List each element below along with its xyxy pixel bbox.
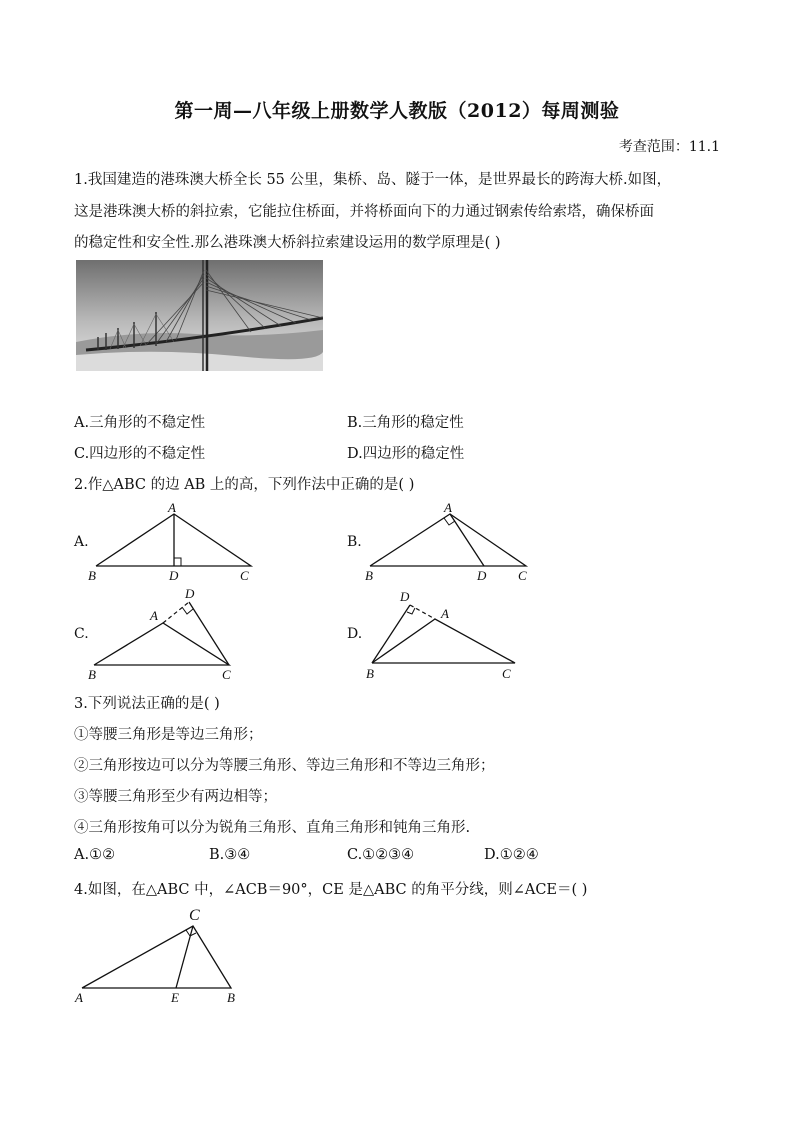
q2a-label-a: A — [168, 500, 176, 515]
q3-statement-2: ②三角形按边可以分为等腰三角形、等边三角形和不等边三角形； — [74, 758, 495, 774]
q3-option-c[interactable]: C.①②③④ — [347, 847, 415, 863]
q2b-label-a: A — [444, 500, 452, 515]
q4-label-b: B — [227, 990, 235, 1005]
q2c-label-d: D — [185, 586, 195, 601]
q2-option-a-label[interactable]: A. — [74, 534, 89, 550]
q2b-label-c: C — [518, 568, 527, 583]
q2b-label-b: B — [365, 568, 373, 583]
bridge-photo — [76, 260, 323, 371]
q2-stem: 2.作△ABC 的边 AB 上的高，下列作法中正确的是( ) — [74, 477, 415, 493]
q2a-label-b: B — [88, 568, 96, 583]
q2a-label-d: D — [169, 568, 179, 583]
q2-option-c-label[interactable]: C. — [74, 626, 89, 642]
q3-option-a[interactable]: A.①② — [74, 847, 116, 863]
q2-figure-b — [360, 498, 540, 586]
q2-figure-d — [360, 585, 530, 685]
q4-stem: 4.如图，在△ABC 中，∠ACB＝90°，CE 是△ABC 的角平分线，则∠ACE＝( ) — [74, 882, 588, 898]
q3-statement-3: ③等腰三角形至少有两边相等； — [74, 789, 277, 805]
q2-option-b-label[interactable]: B. — [347, 534, 362, 550]
exam-scope: 考查范围：11.1 — [618, 139, 720, 155]
q2c-label-a: A — [150, 608, 158, 623]
q1-option-a[interactable]: A.三角形的不稳定性 — [74, 415, 206, 431]
q3-option-b[interactable]: B.③④ — [209, 847, 251, 863]
page-title: 第一周—八年级上册数学人教版（2012）每周测验 — [174, 100, 620, 122]
q1-line-1: 1.我国建造的港珠澳大桥全长 55 公里，集桥、岛、隧于一体，是世界最长的跨海大桥.如图， — [74, 172, 672, 188]
q2c-label-c: C — [222, 667, 231, 682]
q1-option-d[interactable]: D.四边形的稳定性 — [347, 446, 465, 462]
q4-label-a: A — [75, 990, 83, 1005]
q2-figure-c — [86, 585, 246, 685]
q2d-label-b: B — [366, 666, 374, 681]
q2a-label-c: C — [240, 568, 249, 583]
q3-statement-4: ④三角形按角可以分为锐角三角形、直角三角形和钝角三角形. — [74, 820, 471, 836]
q3-statement-1: ①等腰三角形是等边三角形； — [74, 727, 263, 743]
q4-label-e: E — [171, 990, 179, 1005]
q2-figure-a — [86, 498, 266, 586]
q3-stem: 3.下列说法正确的是( ) — [74, 696, 220, 712]
q2c-label-b: B — [88, 667, 96, 682]
q2-option-d-label[interactable]: D. — [347, 626, 363, 642]
q2d-label-c: C — [502, 666, 511, 681]
q4-label-c: C — [189, 907, 200, 924]
q3-option-d[interactable]: D.①②④ — [484, 847, 539, 863]
q1-option-c[interactable]: C.四边形的不稳定性 — [74, 446, 206, 462]
q4-figure — [70, 904, 260, 1012]
q2d-label-a: A — [441, 606, 449, 621]
q1-line-3: 的稳定性和安全性.那么港珠澳大桥斜拉索建设运用的数学原理是( ) — [74, 235, 501, 251]
q2d-label-d: D — [400, 589, 410, 604]
q1-line-2: 这是港珠澳大桥的斜拉索，它能拉住桥面，并将桥面向下的力通过钢索传给索塔，确保桥面 — [74, 204, 654, 220]
q1-option-b[interactable]: B.三角形的稳定性 — [347, 415, 464, 431]
q2b-label-d: D — [477, 568, 487, 583]
